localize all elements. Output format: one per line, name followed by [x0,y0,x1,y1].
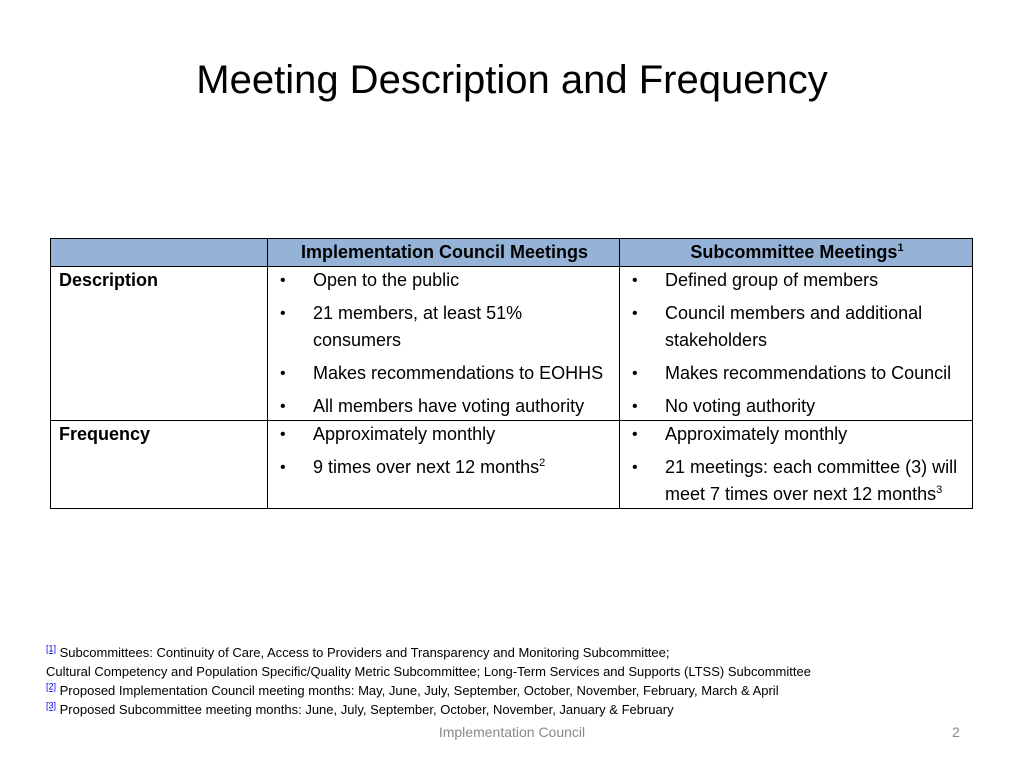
list-item [276,300,613,354]
bullet-text: Approximately monthly [665,424,848,444]
list-item [628,360,966,387]
footnote-2 [46,681,811,700]
bullet-text: All members have voting authority [313,396,585,416]
list-item [276,360,613,387]
footnote-link-1[interactable]: [1] [46,643,57,654]
slide-footer: Implementation Council [438,724,586,740]
bullet-text: 9 times over next 12 months [313,457,540,477]
footnote-1-continued [46,662,811,681]
footnote-ref-2: 2 [539,457,546,469]
meeting-table [50,238,973,509]
bullet-text: Makes recommendations to Council [665,363,952,383]
list-item [276,454,613,481]
row-label-frequency: Frequency [51,421,268,509]
header-council-label: Implementation Council Meetings [300,242,589,262]
frequency-subcommittee-cell [620,421,973,509]
footnote-text: Proposed Implementation Council meeting months: May, June, July, September, October, November, February, March & April [59,683,779,698]
bullet-text: Defined group of members [665,270,879,290]
header-subcommittee-meetings [620,239,973,267]
footnote-text: Cultural Competency and Population Specific/Quality Metric Subcommittee; Long-Term Services and Supports (LTSS) Subcommittee [46,664,811,679]
footnote-text: Proposed Subcommittee meeting months: June, July, September, October, November, January & February [59,702,674,717]
table-header-row [51,239,973,267]
footnote-1 [46,643,811,662]
bullet-text: Council members and additional stakeholders [665,303,923,350]
bullet-text: Makes recommendations to EOHHS [313,363,604,383]
footnote-link-2[interactable]: [2] [46,681,57,692]
list-item [276,267,613,294]
list-item [628,393,966,420]
description-council-cell [268,267,620,421]
bullet-text: No voting authority [665,396,816,416]
bullet-text: 21 meetings: each committee (3) will meet 7 times over next 12 months [665,457,958,504]
table-row-frequency [51,421,973,509]
frequency-council-cell [268,421,620,509]
footnote-link-3[interactable]: [3] [46,700,57,711]
bullet-text: Approximately monthly [313,424,496,444]
table-row-description [51,267,973,421]
row-label-description: Description [51,267,268,421]
list-item [628,421,966,448]
page-number: 2 [952,724,960,740]
list-item [628,454,966,508]
footnote-ref-3: 3 [936,484,943,496]
list-item [276,421,613,448]
description-subcommittee-cell [620,267,973,421]
footnote-ref-1: 1 [897,242,904,254]
header-blank [51,239,268,267]
footnotes [46,643,811,719]
slide-title: Meeting Description and Frequency [196,58,828,102]
footnote-text: Subcommittees: Continuity of Care, Access to Providers and Transparency and Monitoring Subcommittee; [59,645,670,660]
header-subcommittee-label: Subcommittee Meetings [690,242,898,262]
list-item [628,300,966,354]
bullet-text: Open to the public [313,270,460,290]
footnote-3 [46,700,811,719]
list-item [628,267,966,294]
list-item [276,393,613,420]
bullet-text: 21 members, at least 51% consumers [313,303,523,350]
header-council-meetings [268,239,620,267]
